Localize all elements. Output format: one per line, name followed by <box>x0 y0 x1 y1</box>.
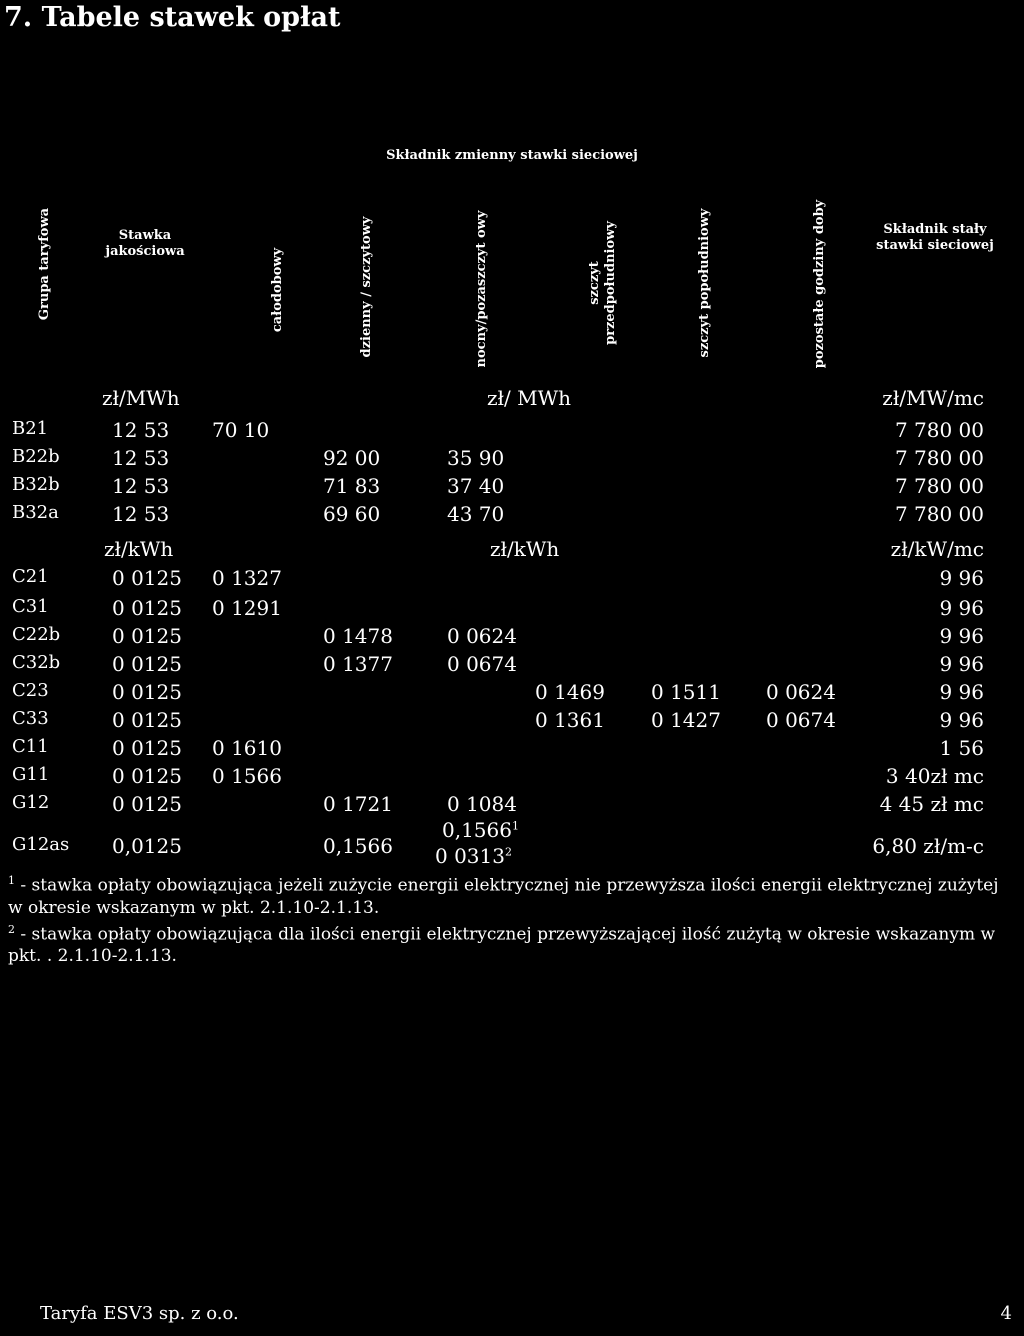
col-header-fixed: Składnik stały stawki sieciowej <box>876 222 994 253</box>
section-title: 7. Tabele stawek opłat <box>4 2 341 33</box>
footnote-1: $^1$ - stawka opłaty obowiązująca jeżeli zużycie energii elektrycznej nie przewyższa ilości energii elektrycznej zużytej w okresie wskazanym w pkt. 2.1.10-2.1.13. <box>8 874 999 918</box>
night-value-1: 0,1566$^1$ <box>442 818 519 842</box>
col-header-group: Grupa taryfowa <box>37 207 52 321</box>
table-row: G11 0 0125 0 1566 3 40zł mc <box>12 764 984 788</box>
table-row: C31 0 0125 0 1291 9 96 <box>12 596 984 620</box>
unit-quality: zł/MWh <box>102 386 180 410</box>
page-number: 4 <box>1000 1303 1012 1324</box>
units-row-c <box>0 537 1024 567</box>
col-header-day: dzienny / szczytowy <box>359 216 374 358</box>
table-row: G12 0 0125 0 1721 0 1084 4 45 zł mc <box>12 792 984 816</box>
table-row: C21 0 0125 0 1327 9 96 <box>12 566 984 590</box>
variable-component-header: Składnik zmienny stawki sieciowej <box>386 148 638 163</box>
table-row: C33 0 0125 0 1361 0 1427 0 0674 9 96 <box>12 708 984 732</box>
table-row: C11 0 0125 0 1610 1 56 <box>12 736 984 760</box>
table-row: C23 0 0125 0 1469 0 1511 0 0624 9 96 <box>12 680 984 704</box>
units-row-b <box>0 386 1024 416</box>
unit-fixed: zł/MW/mc <box>882 386 984 410</box>
unit-variable: zł/ MWh <box>487 386 572 410</box>
table-row: B32b 12 53 71 83 37 40 7 780 00 <box>12 474 984 498</box>
footnote-2: $^2$ - stawka opłaty obowiązująca dla ilości energii elektrycznej przewyższającej ilość zużytą w okresie wskazanym w pkt. . 2.1.10-2.1.13. <box>8 922 996 967</box>
unit-fixed: zł/kW/mc <box>890 537 984 561</box>
night-value-2: 0 0313$^2$ <box>435 844 512 868</box>
col-header-quality: Stawka jakościowa <box>105 228 185 259</box>
footer-company: Taryfa ESV3 sp. z o.o. <box>40 1303 239 1324</box>
table-row: B21 12 53 70 10 7 780 00 <box>12 418 984 442</box>
col-header-peak-pm: szczyt popołudniowy <box>697 208 712 358</box>
unit-quality: zł/kWh <box>104 537 174 561</box>
table-row-g12as: G12as 0,0125 0,1566 0,1566$^1$ 0 0313$^2$ 6,80 zł/m-c <box>12 818 984 868</box>
col-header-allday: całodobowy <box>270 247 285 333</box>
col-header-other: pozostałe godziny doby <box>812 199 827 369</box>
table-row: C32b 0 0125 0 1377 0 0674 9 96 <box>12 652 984 676</box>
table-row: C22b 0 0125 0 1478 0 0624 9 96 <box>12 624 984 648</box>
footnotes <box>8 870 1018 967</box>
col-header-night: nocny/pozaszczyt owy <box>474 210 489 368</box>
unit-variable: zł/kWh <box>490 537 560 561</box>
col-header-peak-am: szczyt przedpołudniowy <box>587 221 618 345</box>
table-row: B22b 12 53 92 00 35 90 7 780 00 <box>12 446 984 470</box>
table-row: B32a 12 53 69 60 43 70 7 780 00 <box>12 502 984 526</box>
